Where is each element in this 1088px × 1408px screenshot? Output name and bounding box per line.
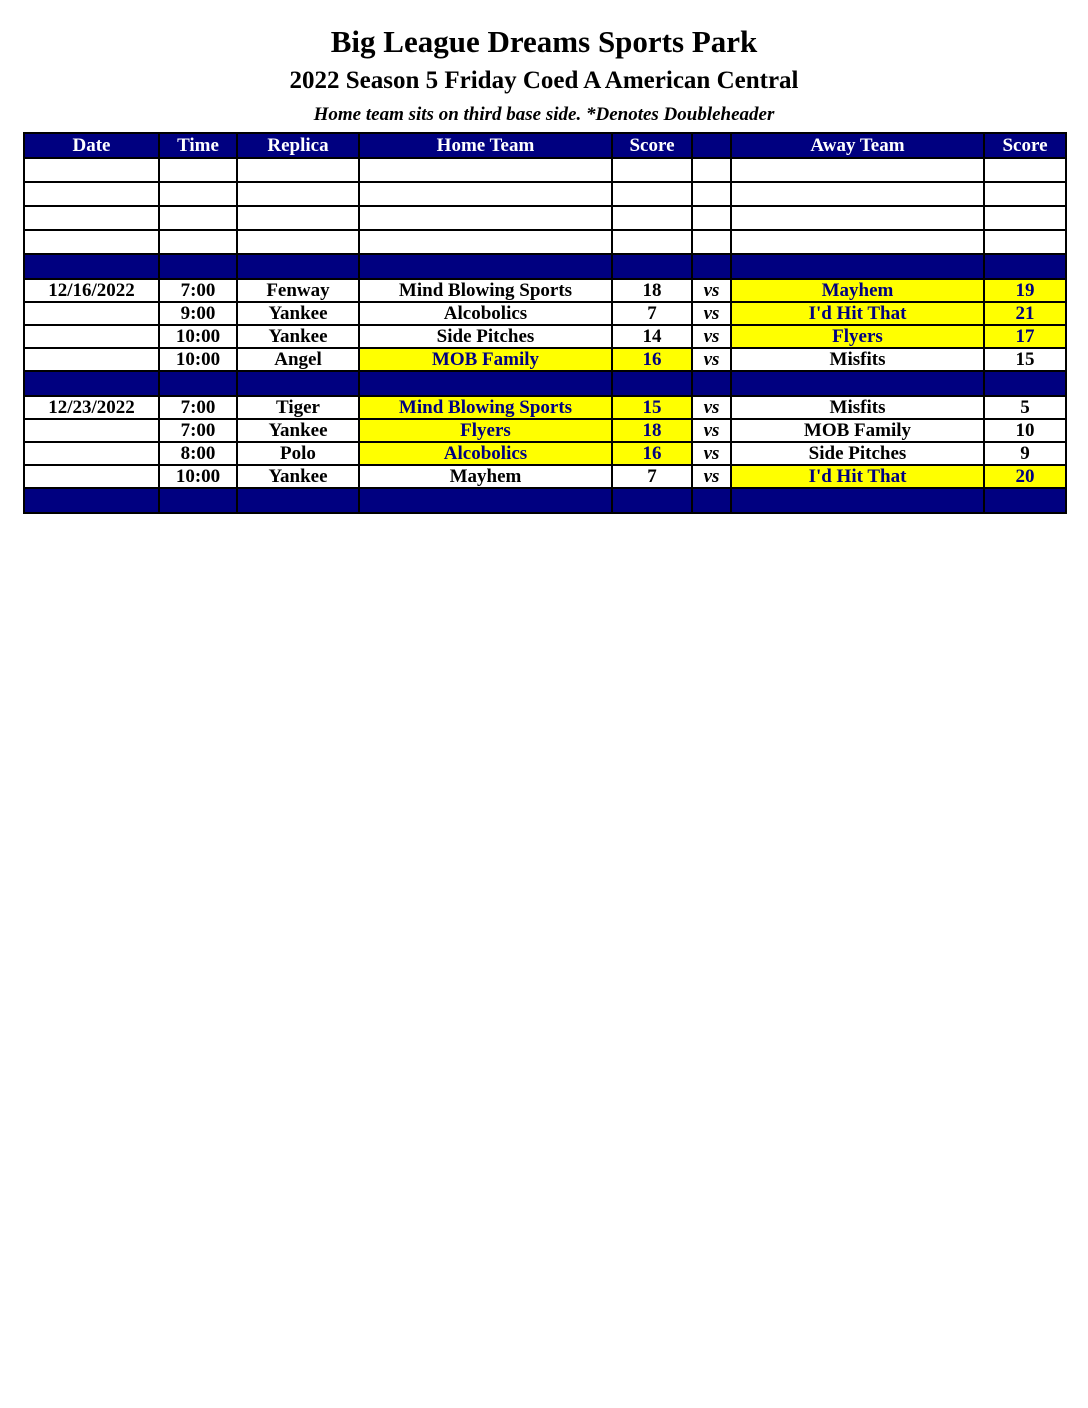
home-team-score: 18 xyxy=(612,419,692,442)
schedule-body xyxy=(24,133,1066,513)
col-header-away-score: Score xyxy=(984,133,1066,158)
away-team-score: 19 xyxy=(984,279,1066,302)
home-team-name: Side Pitches xyxy=(359,325,612,348)
home-team-name: MOB Family xyxy=(359,348,612,371)
game-replica-field: Yankee xyxy=(237,419,359,442)
header-row xyxy=(24,133,1066,158)
home-team-name: Alcobolics xyxy=(359,442,612,465)
game-row xyxy=(24,465,1066,488)
col-header-home-team: Home Team xyxy=(359,133,612,158)
home-team-score: 7 xyxy=(612,465,692,488)
game-time: 10:00 xyxy=(159,348,237,371)
game-date xyxy=(24,419,159,442)
separator-row xyxy=(24,254,1066,279)
game-date xyxy=(24,465,159,488)
away-team-name: MOB Family xyxy=(731,419,984,442)
game-time: 10:00 xyxy=(159,325,237,348)
game-date xyxy=(24,348,159,371)
game-time: 10:00 xyxy=(159,465,237,488)
page-subtitle: 2022 Season 5 Friday Coed A American Central xyxy=(289,67,799,94)
game-date xyxy=(24,325,159,348)
home-team-name: Mayhem xyxy=(359,465,612,488)
home-team-score: 14 xyxy=(612,325,692,348)
vs-label: vs xyxy=(692,419,731,442)
empty-row xyxy=(24,230,1066,254)
home-team-name: Mind Blowing Sports xyxy=(359,396,612,419)
away-team-name: Mayhem xyxy=(731,279,984,302)
game-row xyxy=(24,396,1066,419)
game-row xyxy=(24,325,1066,348)
away-team-score: 5 xyxy=(984,396,1066,419)
away-team-name: I'd Hit That xyxy=(731,465,984,488)
separator-row xyxy=(24,371,1066,396)
game-date xyxy=(24,302,159,325)
game-row xyxy=(24,279,1066,302)
game-row xyxy=(24,419,1066,442)
away-team-score: 15 xyxy=(984,348,1066,371)
schedule-note: Home team sits on third base side. *Denotes Doubleheader xyxy=(313,104,775,125)
game-time: 8:00 xyxy=(159,442,237,465)
game-replica-field: Angel xyxy=(237,348,359,371)
away-team-name: Side Pitches xyxy=(731,442,984,465)
home-team-score: 15 xyxy=(612,396,692,419)
empty-row xyxy=(24,206,1066,230)
game-time: 7:00 xyxy=(159,419,237,442)
home-team-score: 7 xyxy=(612,302,692,325)
home-team-score: 16 xyxy=(612,442,692,465)
game-replica-field: Polo xyxy=(237,442,359,465)
col-header-time: Time xyxy=(159,133,237,158)
home-team-name: Alcobolics xyxy=(359,302,612,325)
home-team-score: 16 xyxy=(612,348,692,371)
col-header-date: Date xyxy=(24,133,159,158)
game-row xyxy=(24,348,1066,371)
game-date: 12/16/2022 xyxy=(24,279,159,302)
col-header-vs xyxy=(692,133,731,158)
game-row xyxy=(24,442,1066,465)
empty-row xyxy=(24,158,1066,182)
vs-label: vs xyxy=(692,396,731,419)
col-header-home-score: Score xyxy=(612,133,692,158)
vs-label: vs xyxy=(692,442,731,465)
schedule-table xyxy=(23,132,1067,514)
away-team-name: I'd Hit That xyxy=(731,302,984,325)
game-time: 7:00 xyxy=(159,279,237,302)
page-title: Big League Dreams Sports Park xyxy=(330,24,758,59)
away-team-score: 17 xyxy=(984,325,1066,348)
game-replica-field: Yankee xyxy=(237,465,359,488)
game-row xyxy=(24,302,1066,325)
game-date: 12/23/2022 xyxy=(24,396,159,419)
away-team-score: 9 xyxy=(984,442,1066,465)
empty-row xyxy=(24,182,1066,206)
game-replica-field: Fenway xyxy=(237,279,359,302)
home-team-name: Mind Blowing Sports xyxy=(359,279,612,302)
game-date xyxy=(24,442,159,465)
vs-label: vs xyxy=(692,325,731,348)
vs-label: vs xyxy=(692,302,731,325)
vs-label: vs xyxy=(692,348,731,371)
game-replica-field: Tiger xyxy=(237,396,359,419)
away-team-name: Misfits xyxy=(731,396,984,419)
away-team-name: Flyers xyxy=(731,325,984,348)
away-team-score: 21 xyxy=(984,302,1066,325)
vs-label: vs xyxy=(692,279,731,302)
game-replica-field: Yankee xyxy=(237,302,359,325)
game-time: 9:00 xyxy=(159,302,237,325)
away-team-score: 10 xyxy=(984,419,1066,442)
away-team-name: Misfits xyxy=(731,348,984,371)
home-team-score: 18 xyxy=(612,279,692,302)
vs-label: vs xyxy=(692,465,731,488)
home-team-name: Flyers xyxy=(359,419,612,442)
col-header-replica: Replica xyxy=(237,133,359,158)
col-header-away-team: Away Team xyxy=(731,133,984,158)
away-team-score: 20 xyxy=(984,465,1066,488)
game-replica-field: Yankee xyxy=(237,325,359,348)
separator-row xyxy=(24,488,1066,513)
game-time: 7:00 xyxy=(159,396,237,419)
